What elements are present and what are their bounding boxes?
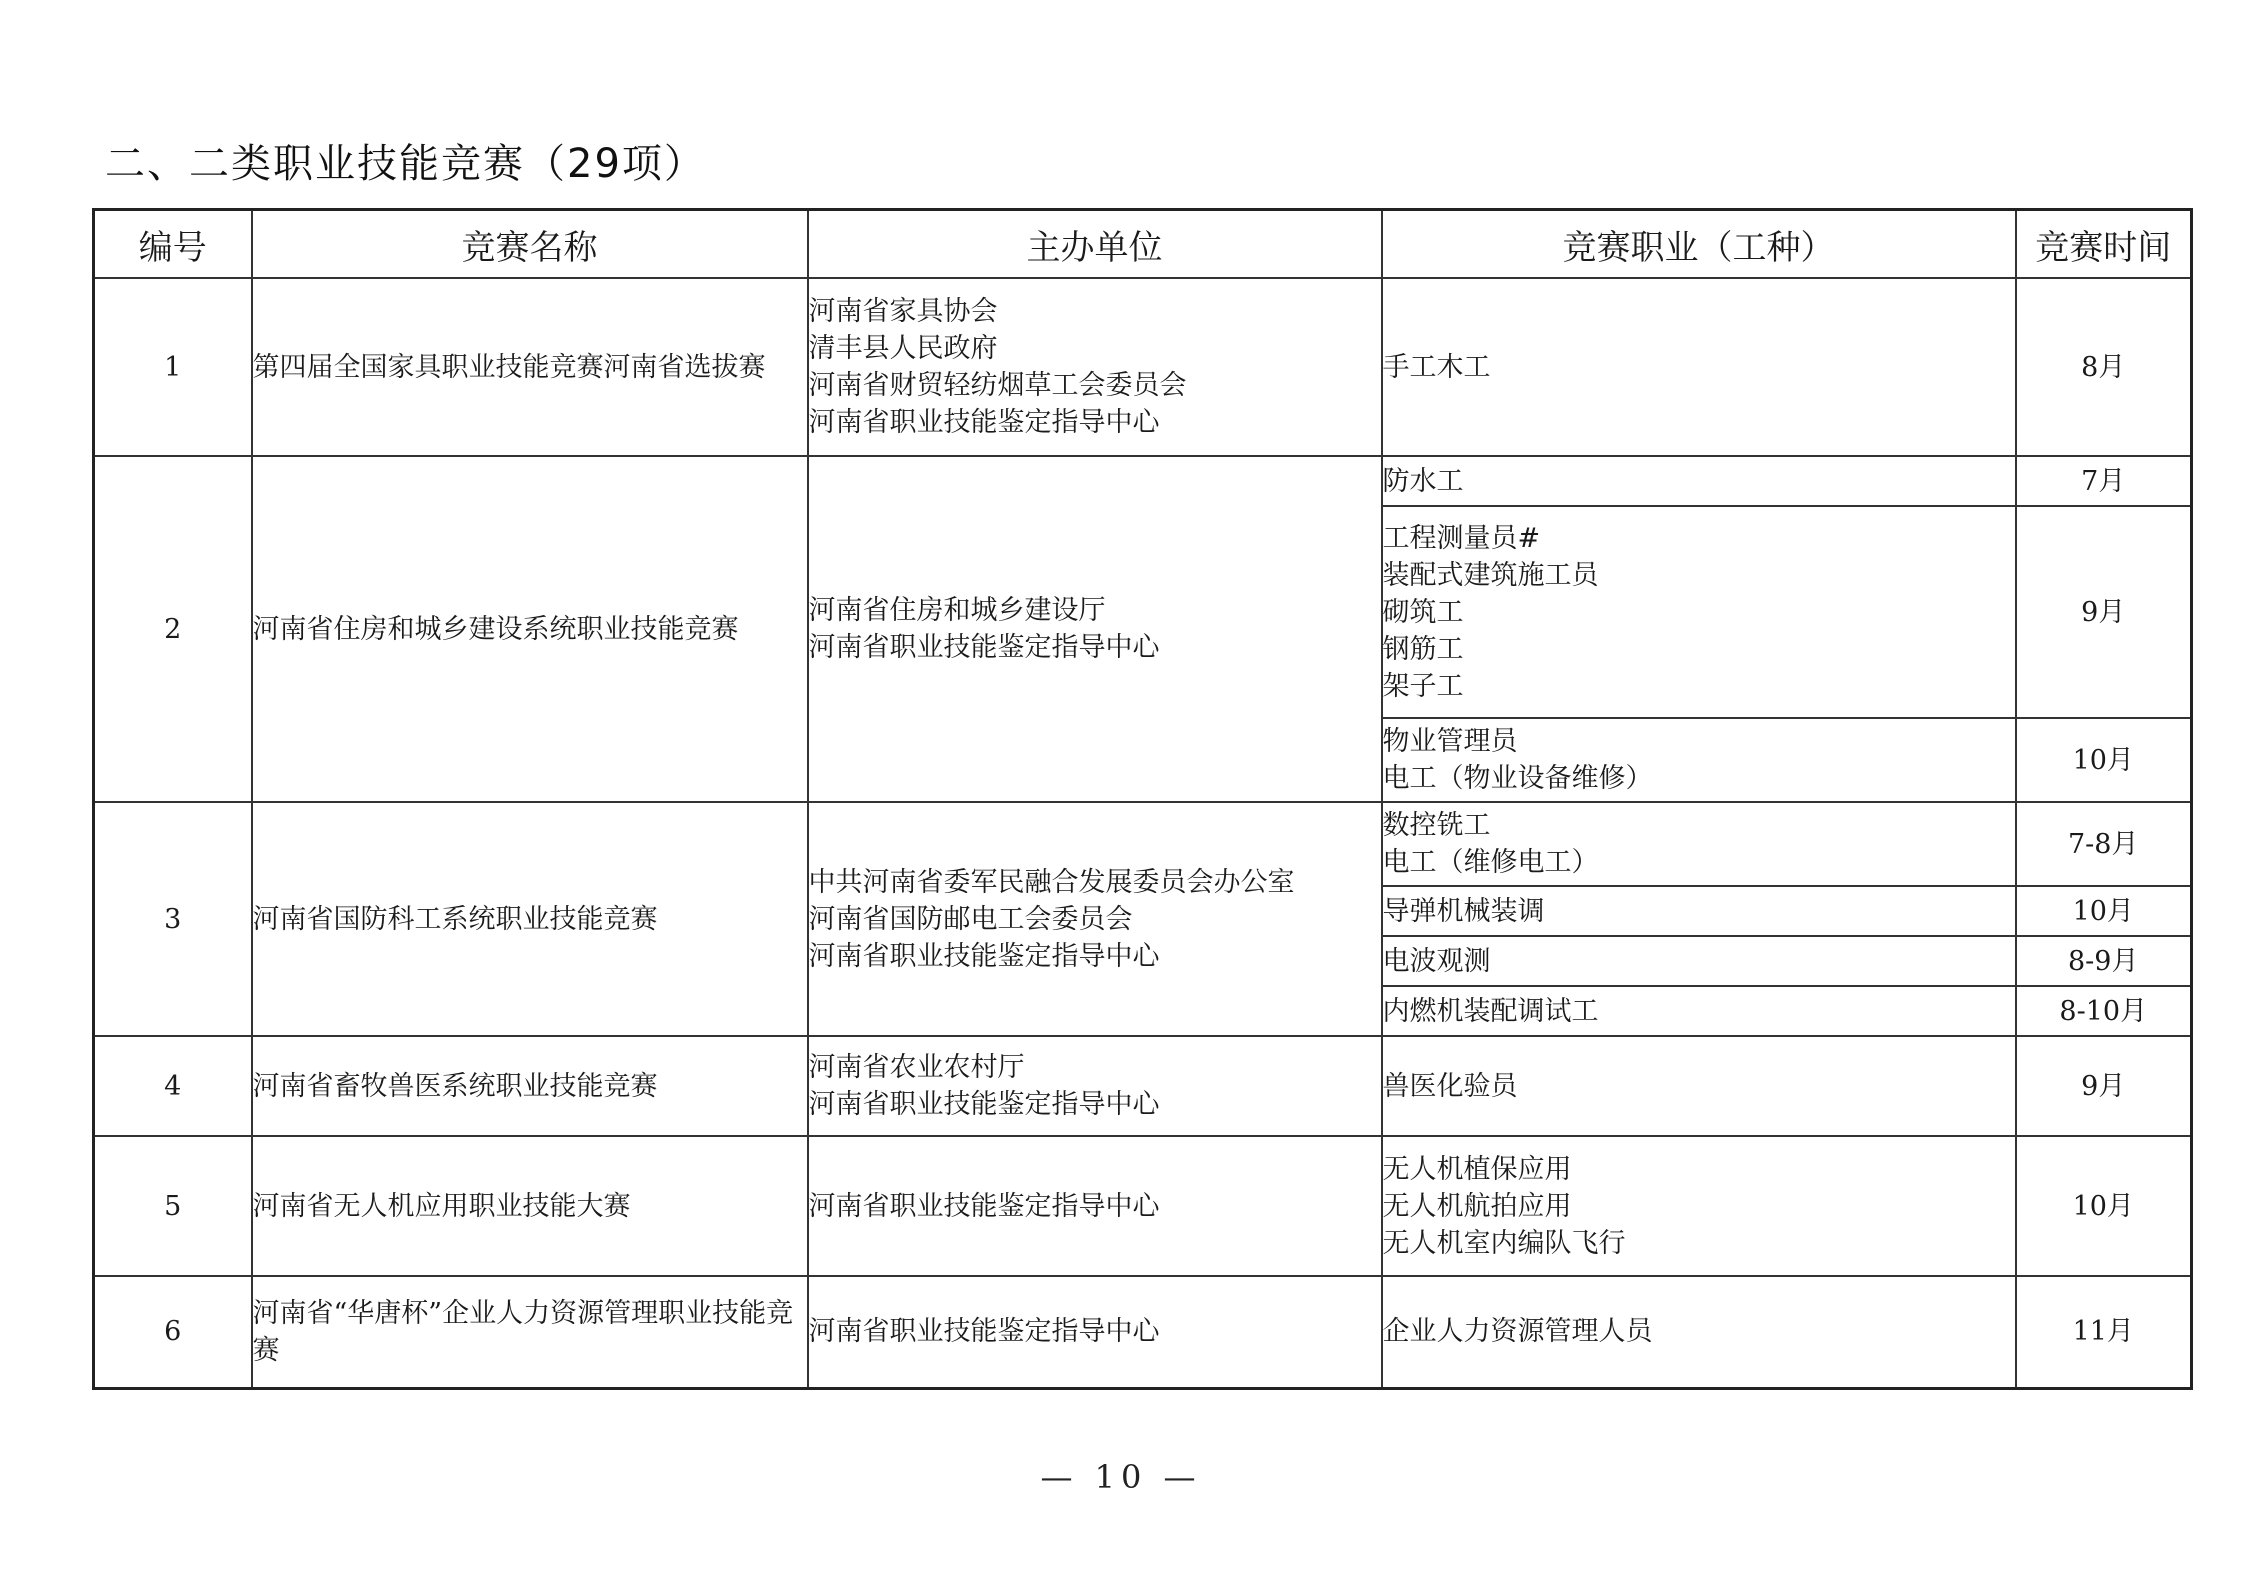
organizer-line: 河南省职业技能鉴定指导中心 [808, 940, 1160, 972]
competition-time: 10月 [2016, 886, 2192, 936]
col-header-occupation: 竞赛职业（工种） [1382, 210, 2016, 279]
competition-time: 9月 [2016, 1036, 2192, 1136]
organizer-cell [808, 1036, 1382, 1136]
col-header-name: 竞赛名称 [252, 210, 808, 279]
occupation-line: 电波观测 [1382, 945, 1491, 977]
header-row [94, 210, 2192, 279]
occupation-line: 架子工 [1382, 670, 1464, 702]
occupation-line: 手工木工 [1382, 351, 1491, 383]
competition-time: 7-8月 [2016, 802, 2192, 886]
organizer-cell [808, 456, 1382, 802]
competition-time: 8-9月 [2016, 936, 2192, 986]
occupation-cell [1382, 1276, 2016, 1388]
row-number: 6 [94, 1276, 252, 1388]
table-row [94, 802, 2192, 886]
occupation-line: 钢筋工 [1382, 633, 1464, 665]
organizer-cell [808, 1136, 1382, 1276]
organizer-line: 河南省职业技能鉴定指导中心 [808, 1089, 1160, 1120]
occupation-line: 无人机航拍应用 [1382, 1190, 1572, 1222]
occupation-line: 兽医化验员 [1382, 1070, 1518, 1102]
occupation-line: 电工（维修电工） [1382, 847, 1599, 878]
row-number: 3 [94, 802, 252, 1036]
table-body [94, 278, 2192, 1388]
organizer-line: 河南省财贸轻纺烟草工会委员会 [808, 370, 1187, 401]
col-header-organizer: 主办单位 [808, 210, 1382, 279]
occupation-line: 物业管理员 [1382, 726, 1518, 757]
competition-time: 7月 [2016, 456, 2192, 506]
organizer-line: 河南省住房和城乡建设厅 [808, 595, 1106, 626]
occupation-line: 企业人力资源管理人员 [1382, 1316, 1653, 1348]
competition-time: 11月 [2016, 1276, 2192, 1388]
occupation-cell [1382, 506, 2016, 718]
page-number: — 10 — [1040, 1458, 1202, 1496]
competition-time: 9月 [2016, 506, 2192, 718]
organizer-cell [808, 1276, 1382, 1388]
organizer-cell [808, 802, 1382, 1036]
organizer-line: 清丰县人民政府 [808, 333, 998, 364]
organizer-line: 中共河南省委军民融合发展委员会办公室 [808, 866, 1295, 898]
occupation-line: 电工（物业设备维修） [1382, 763, 1653, 794]
row-number: 4 [94, 1036, 252, 1136]
occupation-line: 装配式建筑施工员 [1382, 559, 1599, 591]
table-row [94, 1136, 2192, 1276]
competition-name: 河南省国防科工系统职业技能竞赛 [252, 802, 808, 1036]
occupation-line: 无人机室内编队飞行 [1382, 1227, 1626, 1259]
occupation-line: 内燃机装配调试工 [1382, 995, 1599, 1027]
row-number: 2 [94, 456, 252, 802]
organizer-line: 河南省国防邮电工会委员会 [808, 903, 1133, 935]
competition-name: 河南省畜牧兽医系统职业技能竞赛 [252, 1036, 808, 1136]
competition-time: 10月 [2016, 1136, 2192, 1276]
organizer-line: 河南省家具协会 [808, 296, 998, 327]
occupation-cell [1382, 1136, 2016, 1276]
organizer-line: 河南省职业技能鉴定指导中心 [808, 1190, 1160, 1222]
occupation-line: 工程测量员# [1382, 522, 1541, 554]
organizer-line: 河南省职业技能鉴定指导中心 [808, 632, 1160, 663]
competition-time: 8月 [2016, 278, 2192, 456]
competition-name: 第四届全国家具职业技能竞赛河南省选拔赛 [252, 278, 808, 456]
row-number: 5 [94, 1136, 252, 1276]
row-number: 1 [94, 278, 252, 456]
occupation-cell [1382, 802, 2016, 886]
occupation-line: 防水工 [1382, 465, 1464, 497]
occupation-line: 无人机植保应用 [1382, 1153, 1572, 1185]
section-heading: 二、二类职业技能竞赛（29项） [105, 141, 706, 187]
occupation-cell [1382, 986, 2016, 1036]
occupation-line: 数控铣工 [1382, 810, 1491, 841]
organizer-line: 河南省职业技能鉴定指导中心 [808, 1316, 1160, 1348]
occupation-cell [1382, 936, 2016, 986]
organizer-line: 河南省职业技能鉴定指导中心 [808, 407, 1160, 438]
occupation-line: 导弹机械装调 [1382, 895, 1545, 927]
col-header-number: 编号 [94, 210, 252, 279]
competition-name: 河南省“华唐杯”企业人力资源管理职业技能竞赛 [252, 1276, 808, 1388]
competition-time: 10月 [2016, 718, 2192, 802]
competition-time: 8-10月 [2016, 986, 2192, 1036]
competition-name: 河南省无人机应用职业技能大赛 [252, 1136, 808, 1276]
table-row [94, 456, 2192, 506]
occupation-cell [1382, 718, 2016, 802]
organizer-line: 河南省农业农村厅 [808, 1052, 1025, 1083]
occupation-cell [1382, 886, 2016, 936]
table-row [94, 1036, 2192, 1136]
occupation-line: 砌筑工 [1382, 596, 1464, 628]
table-row [94, 278, 2192, 456]
occupation-cell [1382, 278, 2016, 456]
table-row [94, 1276, 2192, 1388]
occupation-cell [1382, 456, 2016, 506]
occupation-cell [1382, 1036, 2016, 1136]
competition-name: 河南省住房和城乡建设系统职业技能竞赛 [252, 456, 808, 802]
col-header-time: 竞赛时间 [2016, 210, 2192, 279]
competition-table [92, 208, 2193, 1390]
organizer-cell [808, 278, 1382, 456]
